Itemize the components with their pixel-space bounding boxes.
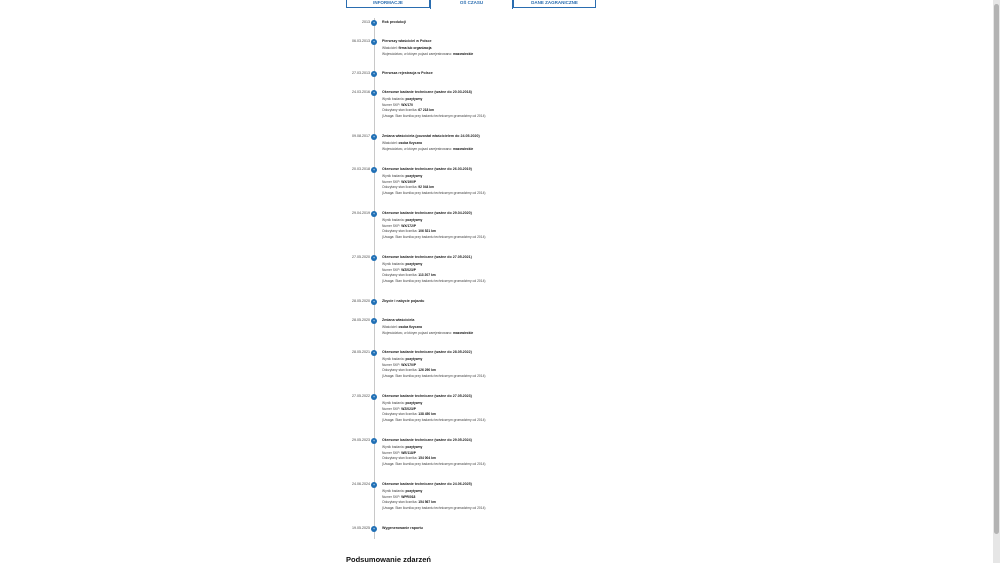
note-line-label: (Uwaga: Stan licznika przy badaniu technicznym gromadzimy od 2014)	[382, 373, 486, 378]
skp-line-value: WX/190/P	[401, 179, 417, 184]
event-title: Okresowe badanie techniczne (ważne do 20.03.2018)	[382, 90, 472, 94]
note-line	[382, 418, 486, 424]
event-date: 27.05.2020	[352, 255, 370, 259]
event-title: Zbycie i nabycie pojazdu	[382, 299, 425, 303]
skp-line-label: Numer SKP:	[382, 179, 401, 184]
plus-icon[interactable]: +	[372, 90, 376, 95]
region-line	[382, 331, 473, 337]
event-date: 27.05.2022	[352, 394, 370, 398]
result-line-value: pozytywny	[405, 401, 423, 405]
note-line-label: (Uwaga: Stan licznika przy badaniu technicznym gromadzimy od 2014)	[382, 505, 486, 510]
odometer-line-label: Odczytany stan licznika:	[382, 185, 418, 190]
event-title: Okresowe badanie techniczne (ważne do 29.05.2024)	[382, 438, 472, 442]
note-line	[382, 506, 486, 512]
skp-line-label: Numer SKP:	[382, 102, 401, 107]
skp-line-label: Numer SKP:	[382, 223, 401, 228]
region-line	[382, 52, 473, 58]
event-title: Wygenerowanie raportu	[382, 526, 423, 530]
note-line-label: (Uwaga: Stan licznika przy badaniu technicznym gromadzimy od 2014)	[382, 417, 486, 422]
result-line-value: pozytywny	[405, 357, 423, 361]
note-line	[382, 114, 486, 120]
result-line-label: Wynik badania:	[382, 174, 405, 178]
result-line-label: Wynik badania:	[382, 401, 405, 405]
odometer-line-value: 154 567 km	[418, 500, 436, 505]
result-line-label: Wynik badania:	[382, 489, 405, 493]
region-line-value: mazowieckie	[453, 51, 474, 56]
result-line-label: Wynik badania:	[382, 97, 405, 101]
skp-line-value: WX/170	[401, 102, 413, 107]
event-details	[382, 46, 473, 57]
plus-icon[interactable]: +	[372, 134, 376, 139]
plus-icon[interactable]: +	[372, 438, 376, 443]
event-details	[382, 141, 473, 152]
event-details	[382, 489, 486, 511]
plus-icon[interactable]: +	[372, 526, 376, 531]
event-date: 09.08.2017	[352, 134, 370, 138]
plus-icon[interactable]: +	[372, 20, 376, 25]
event-title: Rok produkcji	[382, 20, 406, 24]
tab-bar	[346, 0, 596, 9]
odometer-line-value: 113 207 km	[418, 273, 436, 278]
owner-line-label: Właściciel:	[382, 46, 398, 50]
event-date: 20.03.2018	[352, 167, 370, 171]
scrollbar-thumb[interactable]	[994, 4, 999, 534]
region-line-label: Województwo, w którym pojazd zarejestrowano:	[382, 330, 453, 335]
timeline-line	[374, 18, 375, 539]
event-title: Pierwsza rejestracja w Polsce	[382, 71, 433, 75]
note-line-label: (Uwaga: Stan licznika przy badaniu technicznym gromadzimy od 2014)	[382, 278, 486, 283]
skp-line-value: WPR/018	[401, 494, 416, 499]
event-details	[382, 262, 486, 284]
result-line-label: Wynik badania:	[382, 218, 405, 222]
region-line-label: Województwo, w którym pojazd zarejestrowano:	[382, 51, 453, 56]
event-details	[382, 218, 486, 240]
region-line-label: Województwo, w którym pojazd zarejestrowano:	[382, 146, 453, 151]
result-line-value: pozytywny	[405, 489, 423, 493]
odometer-line-label: Odczytany stan licznika:	[382, 108, 418, 113]
event-date: 28.05.2020	[352, 299, 370, 303]
skp-line-label: Numer SKP:	[382, 267, 401, 272]
plus-icon[interactable]: +	[372, 211, 376, 216]
event-details	[382, 97, 486, 119]
event-title: Zmiana właściciela	[382, 318, 415, 322]
event-details	[382, 401, 486, 423]
odometer-line-value: 126 290 km	[418, 368, 436, 373]
plus-icon[interactable]: +	[372, 299, 376, 304]
note-line-label: (Uwaga: Stan licznika przy badaniu technicznym gromadzimy od 2014)	[382, 234, 486, 239]
event-details	[382, 357, 486, 379]
note-line-label: (Uwaga: Stan licznika przy badaniu technicznym gromadzimy od 2014)	[382, 190, 486, 195]
odometer-line-label: Odczytany stan licznika:	[382, 229, 418, 234]
note-line	[382, 462, 486, 468]
event-title: Okresowe badanie techniczne (ważne do 24.06.2025)	[382, 482, 472, 486]
skp-line-value: WX/172/P	[401, 223, 417, 228]
event-date: 2013	[362, 20, 370, 24]
owner-line-value: osoba fizyczna	[398, 141, 422, 145]
event-details	[382, 325, 473, 336]
odometer-line-value: 154 004 km	[418, 456, 436, 461]
odometer-line-label: Odczytany stan licznika:	[382, 412, 418, 417]
result-line-value: pozytywny	[405, 218, 423, 222]
result-line-value: pozytywny	[405, 445, 423, 449]
note-line	[382, 235, 486, 241]
result-line-label: Wynik badania:	[382, 445, 405, 449]
event-details	[382, 445, 486, 467]
event-date: 27.03.2013	[352, 71, 370, 75]
result-line-value: pozytywny	[405, 97, 423, 101]
skp-line-label: Numer SKP:	[382, 406, 401, 411]
skp-line-label: Numer SKP:	[382, 450, 401, 455]
owner-line-value: firma lub organizacja	[398, 46, 432, 50]
event-title: Zmiana właściciela (pozostał właścicielem do 24.05.2020)	[382, 134, 480, 138]
event-title: Pierwszy właściciel w Polsce	[382, 39, 432, 43]
result-line-value: pozytywny	[405, 174, 423, 178]
result-line-label: Wynik badania:	[382, 357, 405, 361]
region-line-value: mazowieckie	[453, 146, 474, 151]
odometer-line-label: Odczytany stan licznika:	[382, 273, 418, 278]
event-date: 28.05.2020	[352, 318, 370, 322]
tab-informacje[interactable]: INFORMACJE	[346, 0, 430, 8]
owner-line-value: osoba fizyczna	[398, 325, 422, 329]
summary-title: Podsumowanie zdarzeń	[346, 555, 432, 563]
skp-line-value: WE/118/P	[401, 450, 416, 455]
skp-line-value: WX/170/P	[401, 362, 417, 367]
plus-icon[interactable]: +	[372, 71, 376, 76]
event-date: 29.04.2019	[352, 211, 370, 215]
skp-line-label: Numer SKP:	[382, 494, 401, 499]
note-line-label: (Uwaga: Stan licznika przy badaniu technicznym gromadzimy od 2014)	[382, 113, 486, 118]
tab-os-czasu[interactable]: OŚ CZASU	[430, 0, 513, 9]
event-title: Okresowe badanie techniczne (ważne do 29.04.2020)	[382, 211, 472, 215]
region-line	[382, 147, 473, 153]
event-date: 24.06.2024	[352, 482, 370, 486]
event-date: 24.03.2016	[352, 90, 370, 94]
result-line-label: Wynik badania:	[382, 262, 405, 266]
event-title: Okresowe badanie techniczne (ważne do 28.05.2022)	[382, 350, 472, 354]
timeline	[345, 12, 605, 542]
skp-line-value: WZ/023/P	[401, 406, 416, 411]
plus-icon[interactable]: +	[372, 255, 376, 260]
event-title: Okresowe badanie techniczne (ważne do 27.05.2021)	[382, 255, 472, 259]
plus-icon[interactable]: +	[372, 394, 376, 399]
odometer-line-value: 92 044 km	[418, 185, 435, 190]
plus-icon[interactable]: +	[372, 318, 376, 323]
owner-line-label: Właściciel:	[382, 141, 398, 145]
region-line-value: mazowieckie	[453, 330, 474, 335]
odometer-line-label: Odczytany stan licznika:	[382, 368, 418, 373]
note-line	[382, 191, 486, 197]
event-title: Okresowe badanie techniczne (ważne do 26.03.2019)	[382, 167, 472, 171]
odometer-line-label: Odczytany stan licznika:	[382, 456, 418, 461]
plus-icon[interactable]: +	[372, 39, 376, 44]
plus-icon[interactable]: +	[372, 350, 376, 355]
note-line	[382, 279, 486, 285]
event-date: 19.05.2025	[352, 526, 370, 530]
plus-icon[interactable]: +	[372, 482, 376, 487]
note-line	[382, 374, 486, 380]
event-details	[382, 174, 486, 196]
odometer-line-value: 67 218 km	[418, 108, 435, 113]
plus-icon[interactable]: +	[372, 167, 376, 172]
odometer-line-label: Odczytany stan licznika:	[382, 500, 418, 505]
note-line-label: (Uwaga: Stan licznika przy badaniu technicznym gromadzimy od 2014)	[382, 461, 486, 466]
event-title: Okresowe badanie techniczne (ważne do 27.05.2023)	[382, 394, 472, 398]
owner-line-label: Właściciel:	[382, 325, 398, 329]
skp-line-label: Numer SKP:	[382, 362, 401, 367]
event-date: 28.05.2021	[352, 350, 370, 354]
odometer-line-value: 106 521 km	[418, 229, 436, 234]
vertical-scrollbar[interactable]	[993, 0, 1000, 563]
odometer-line-value: 138 450 km	[418, 412, 436, 417]
event-date: 06.03.2013	[352, 39, 370, 43]
tab-dane-zagraniczne[interactable]: DANE ZAGRANICZNE	[513, 0, 596, 8]
event-date: 29.05.2023	[352, 438, 370, 442]
skp-line-value: WZ/023/P	[401, 267, 416, 272]
result-line-value: pozytywny	[405, 262, 423, 266]
